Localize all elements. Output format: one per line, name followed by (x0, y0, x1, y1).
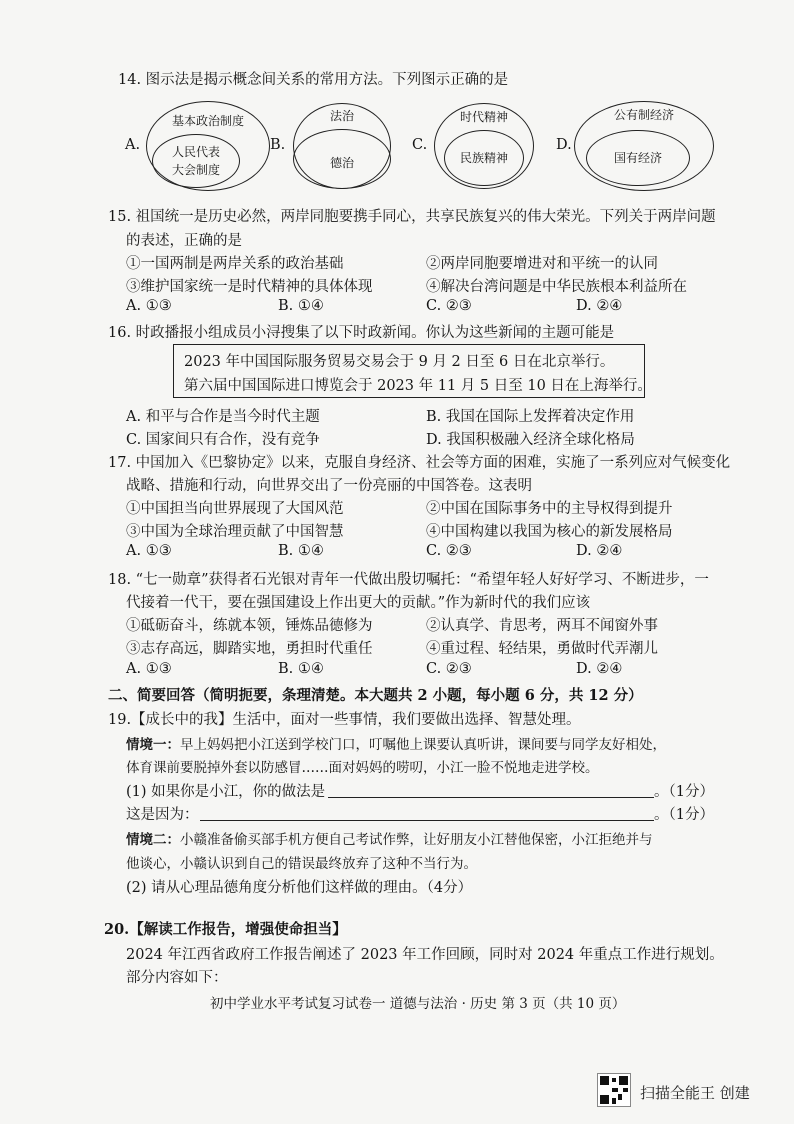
q14-stem: 14. 图示法是揭示概念间关系的常用方法。下列图示正确的是 (118, 72, 509, 88)
answer-blank-2[interactable] (200, 820, 654, 821)
q18-statement-3: ③志存高远，脚踏实地，勇担时代重任 (126, 641, 373, 657)
q20-line2: 部分内容如下： (126, 970, 228, 986)
q16-stem: 16. 时政播报小组成员小浔搜集了以下时政新闻。你认为这些新闻的主题可能是 (108, 325, 615, 341)
venn-outer-label-c: 时代精神 (459, 110, 508, 124)
q19-question1-score: 。（1分） (654, 784, 714, 800)
q15-statement-3: ③维护国家统一是时代精神的具体体现 (126, 279, 373, 295)
scenario1-label: 情境一： (126, 737, 180, 753)
scenario2-text: 小赣准备偷买部手机方便自己考试作弊，让好朋友小江替他保密，小江拒绝并与 (180, 832, 653, 848)
q17-option-a: A. ①③ (126, 543, 172, 559)
q20-line1: 2024 年江西省政府工作报告阐述了 2023 年工作回顾，同时对 2024 年重点工作进行规划。 (126, 947, 724, 963)
q19-scenario1-line2: 体育课前要脱掉外套以防感冒……面对妈妈的唠叨，小江一脸不悦地走进学校。 (126, 760, 599, 776)
q19-reason-label: 这是因为： (126, 807, 199, 823)
q19-question2: (2) 请从心理品德角度分析他们这样做的理由。（4分） (126, 880, 473, 896)
q18-option-a: A. ①③ (126, 661, 172, 677)
q19-title: 19.【成长中的我】生活中，面对一些事情，我们要做出选择、智慧处理。 (108, 712, 581, 728)
q16-option-a: A. 和平与合作是当今时代主题 (126, 409, 320, 425)
q19-scenario1-line1 (126, 733, 666, 753)
venn-inner-label-d: 国有经济 (613, 151, 662, 165)
venn-inner-label-a-1: 人民代表 (171, 145, 220, 159)
q18-option-c: C. ②③ (426, 661, 472, 677)
q15-option-b: B. ①④ (278, 298, 324, 314)
q17-option-c: C. ②③ (426, 543, 472, 559)
q18-statement-1: ①砥砺奋斗，练就本领，锤炼品德修为 (126, 618, 373, 634)
q15-statement-4: ④解决台湾问题是中华民族根本利益所在 (426, 279, 687, 295)
q15-option-a: A. ①③ (126, 298, 172, 314)
venn-outer-label-b: 法治 (329, 109, 354, 123)
q17-statement-1: ①中国担当向世界展现了大国风范 (126, 501, 344, 517)
q17-stem-line1: 17. 中国加入《巴黎协定》以来，克服自身经济、社会等方面的困难，实施了一系列应对气候变化 (108, 455, 731, 471)
q19-reason-score: 。（1分） (654, 807, 714, 823)
q15-statement-1: ①一国两制是两岸关系的政治基础 (126, 256, 344, 272)
venn-inner-label-b: 德治 (329, 156, 354, 170)
answer-blank-1[interactable] (328, 797, 654, 798)
q17-option-b: B. ①④ (278, 543, 324, 559)
q14-option-c-letter: C. (412, 137, 428, 153)
q15-stem-line1: 15. 祖国统一是历史必然，两岸同胞要携手同心，共享民族复兴的伟大荣光。下列关于两岸问题 (108, 209, 716, 225)
q19-scenario2-line1 (126, 828, 653, 848)
scenario2-label: 情境二： (126, 832, 180, 848)
venn-inner-label-c: 民族精神 (459, 151, 508, 165)
q18-option-d: D. ②④ (576, 661, 623, 677)
page-footer: 初中学业水平考试复习试卷一 道德与法治 · 历史 第 3 页（共 10 页） (210, 996, 626, 1012)
q14-option-d-letter: D. (556, 137, 572, 153)
q17-statement-3: ③中国为全球治理贡献了中国智慧 (126, 524, 344, 540)
q18-statement-2: ②认真学、肯思考，两耳不闻窗外事 (426, 618, 658, 634)
q15-stem-line2: 的表述，正确的是 (126, 233, 242, 249)
q18-stem-line2: 代接着一代干，要在强国建设上作出更大的贡献。”作为新时代的我们应该 (126, 595, 591, 611)
q19-question1: (1) 如果你是小江，你的做法是 (126, 784, 326, 800)
q18-option-b: B. ①④ (278, 661, 324, 677)
q15-option-d: D. ②④ (576, 298, 623, 314)
scenario1-text: 早上妈妈把小江送到学校门口，叮嘱他上课要认真听讲，课间要与同学友好相处， (180, 737, 666, 753)
q15-statement-2: ②两岸同胞要增进对和平统一的认同 (426, 256, 658, 272)
q17-option-d: D. ②④ (576, 543, 623, 559)
q20-title: 20.【解读工作报告，增强使命担当】 (104, 921, 347, 938)
q17-stem-line2: 战略、措施和行动，向世界交出了一份亮丽的中国答卷。这表明 (126, 478, 532, 494)
venn-inner-label-a-2: 大会制度 (171, 163, 220, 177)
q18-stem-line1: 18. “七一勋章”获得者石光银对青年一代做出殷切嘱托：“希望年轻人好好学习、不断进步，一 (108, 572, 709, 588)
section-heading: 二、简要回答（简明扼要，条理清楚。本大题共 2 小题，每小题 6 分，共 12 分） (108, 687, 643, 704)
venn-outer-label-d: 公有制经济 (613, 108, 674, 122)
q18-statement-4: ④重过程、轻结果，勇做时代弄潮儿 (426, 641, 658, 657)
q16-option-b: B. 我国在国际上发挥着决定作用 (426, 409, 635, 425)
news-item-2: 第六届中国国际进口博览会于 2023 年 11 月 5 日至 10 日在上海举行。 (184, 378, 652, 394)
q14-option-b-letter: B. (270, 137, 286, 153)
venn-outer-label-a: 基本政治制度 (171, 114, 244, 128)
qr-code-icon (597, 1073, 631, 1107)
q14-option-a-letter: A. (125, 137, 141, 153)
q16-option-c: C. 国家间只有合作，没有竞争 (126, 432, 320, 448)
news-item-1: 2023 年中国国际服务贸易交易会于 9 月 2 日至 6 日在北京举行。 (184, 354, 615, 370)
scanner-watermark: 扫描全能王 创建 (640, 1084, 750, 1102)
q15-option-c: C. ②③ (426, 298, 472, 314)
q19-scenario2-line2: 他谈心，小赣认识到自己的错误最终放弃了这种不当行为。 (126, 856, 477, 872)
q17-statement-4: ④中国构建以我国为核心的新发展格局 (426, 524, 673, 540)
q17-statement-2: ②中国在国际事务中的主导权得到提升 (426, 501, 673, 517)
q16-option-d: D. 我国积极融入经济全球化格局 (426, 432, 635, 448)
